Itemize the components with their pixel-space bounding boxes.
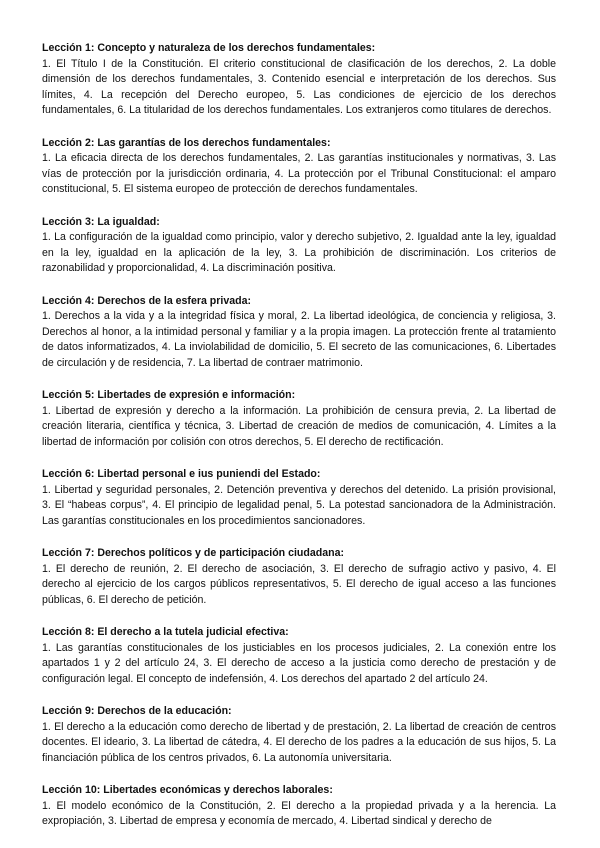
lesson-body: 1. El derecho a la educación como derecho de libertad y de prestación, 2. La libertad de creación de centros docentes. El ideario, 3. La libertad de cátedra, 4. El derecho de los padres a la educación de sus hijos, 5. La financiación pública de los centros privados, 6. La autonomía universitaria.	[42, 720, 556, 764]
lesson-title: Lección 9: Derechos de la educación:	[42, 705, 232, 717]
lesson-title: Lección 3: La igualdad:	[42, 215, 160, 228]
lesson-5	[42, 388, 556, 450]
lesson-title: Lección 5: Libertades de expresión e información:	[42, 389, 296, 401]
lesson-title: Lección 8: El derecho a la tutela judicial efectiva:	[42, 626, 289, 638]
lesson-body: 1. La eficacia directa de los derechos fundamentales, 2. Las garantías institucionales y normativas, 3. Las vías de protección por la jurisdicción ordinaria, 4. La protección por el Tribunal Constitucional: el amparo constitucional, 5. El sistema europeo de protección de derechos fundamentales.	[42, 152, 556, 195]
lesson-10	[42, 783, 556, 830]
lesson-8	[42, 625, 556, 687]
lesson-body: 1. Libertad y seguridad personales, 2. Detención preventiva y derechos del detenido. La prisión provisional, 3. El “habeas corpus”, 4. El principio de legalidad penal, 5. La potestad sancionadora de la Administración. Las garantías constitucionales en los procedimientos sancionadores.	[42, 483, 556, 527]
lesson-title: Lección 6: Libertad personal e ius puniendi del Estado:	[42, 468, 321, 480]
lesson-4	[42, 294, 556, 372]
lesson-title: Lección 10: Libertades económicas y derechos laborales:	[42, 784, 333, 796]
lesson-2	[42, 136, 556, 198]
lesson-body: 1. El derecho de reunión, 2. El derecho de asociación, 3. El derecho de sufragio activo y pasivo, 4. El derecho al ejercicio de los cargos públicos representativos, 5. El derecho de igual acceso a las funciones públicas, 6. El derecho de petición.	[42, 562, 556, 606]
lesson-body: 1. El Título I de la Constitución. El criterio constitucional de clasificación de los derechos, 2. La doble dimensión de los derechos fundamentales, 3. Contenido esencial e interpretación de los derechos. Sus límites, 4. La recepción del Derecho europeo, 5. Las condiciones de ejercicio de los derechos fundamentales, 6. La titularidad de los derechos fundamentales. Los extranjeros como titulares de derechos.	[42, 57, 556, 116]
lesson-9	[42, 704, 556, 766]
lesson-body: 1. Libertad de expresión y derecho a la información. La prohibición de censura previa, 2. La libertad de creación literaria, científica y técnica, 3. Libertad de creación de medios de comunicación, 4. Límites a la libertad de información por colisión con otros derechos, 5. El derecho de rectificación.	[42, 404, 556, 448]
lesson-3	[42, 215, 556, 277]
lesson-6	[42, 467, 556, 529]
document-page	[42, 41, 556, 847]
lesson-body: 1. Las garantías constitucionales de los justiciables en los procesos judiciales, 2. La conexión entre los apartados 1 y 2 del artículo 24, 3. El derecho de acceso a la justicia como derecho de prestación y de configuración legal. El concepto de indefensión, 4. Los derechos del apartado 2 del artículo 24.	[42, 641, 556, 685]
lesson-title: Lección 1: Concepto y naturaleza de los derechos fundamentales:	[42, 42, 376, 54]
lesson-title: Lección 7: Derechos políticos y de participación ciudadana:	[42, 547, 344, 559]
lesson-body: 1. La configuración de la igualdad como principio, valor y derecho subjetivo, 2. Igualdad ante la ley, igualdad en la ley, igualdad en la aplicación de la ley, 3. La prohibición de discriminación. Los criterios de razonabilidad y proporcionalidad, 4. La discriminación positiva.	[42, 231, 556, 274]
lesson-body: 1. El modelo económico de la Constitución, 2. El derecho a la propiedad privada y a la herencia. La expropiación, 3. Libertad de empresa y economía de mercado, 4. Libertad sindical y derecho de	[42, 799, 556, 827]
lesson-title: Lección 2: Las garantías de los derechos fundamentales:	[42, 136, 331, 149]
lesson-1	[42, 41, 556, 119]
lesson-7	[42, 546, 556, 608]
lesson-body: 1. Derechos a la vida y a la integridad física y moral, 2. La libertad ideológica, de conciencia y religiosa, 3. Derechos al honor, a la intimidad personal y familiar y a la propia imagen. La protección frente al tratamiento de datos informatizados, 4. La inviolabilidad de domicilio, 5. El secreto de las comunicaciones, 6. Libertades de circulación y de residencia, 7. La libertad de contraer matrimonio.	[42, 310, 556, 369]
lesson-title: Lección 4: Derechos de la esfera privada:	[42, 294, 252, 307]
